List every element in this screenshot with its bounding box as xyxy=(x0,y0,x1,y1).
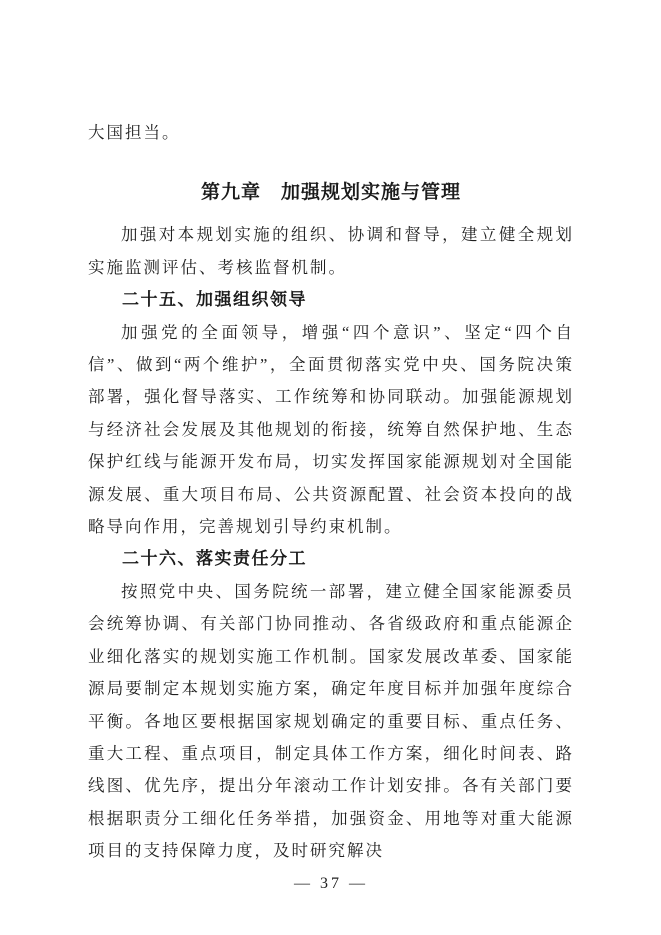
carryover-paragraph-text: 大国担当。 xyxy=(88,123,181,142)
section-heading-26: 二十六、落实责任分工 xyxy=(122,549,307,569)
page-number: — 37 — xyxy=(294,874,368,892)
chapter-intro-paragraph: 加强对本规划实施的组织、协调和督导，建立健全规划实施监测评估、考核监督机制。 xyxy=(88,225,574,277)
section-25-paragraph: 加强党的全面领导，增强“四个意识”、坚定“四个自信”、做到“两个维护”，全面贯彻落实党中央、国务院决策部署，强化督导落实、工作统筹和协同联动。加强能源规划与经济社会发展及其他规划的衔接，统筹自然保护地、生态保护红线与能源开发布局，切实发挥国家能源规划对全国能源发展、重大项目布局、公共资源配置、社会资本投向的战略导向作用，完善规划引导约束机制。 xyxy=(88,322,574,537)
section-26-paragraph: 按照党中央、国务院统一部署，建立健全国家能源委员会统筹协调、有关部门协同推动、各省级政府和重点能源企业细化落实的规划实施工作机制。国家发展改革委、国家能源局要制定本规划实施方案，确定年度目标并加强年度综合平衡。各地区要根据国家规划确定的重要目标、重点任务、重大工程、重点项目，制定具体工作方案，细化时间表、路线图、优先序，提出分年滚动工作计划安排。各有关部门要根据职责分工细化任务举措，加强资金、用地等对重大能源项目的支持保障力度，及时研究解决 xyxy=(88,581,574,861)
chapter-heading: 第九章 加强规划实施与管理 xyxy=(200,182,461,204)
section-heading-25: 二十五、加强组织领导 xyxy=(122,290,307,310)
